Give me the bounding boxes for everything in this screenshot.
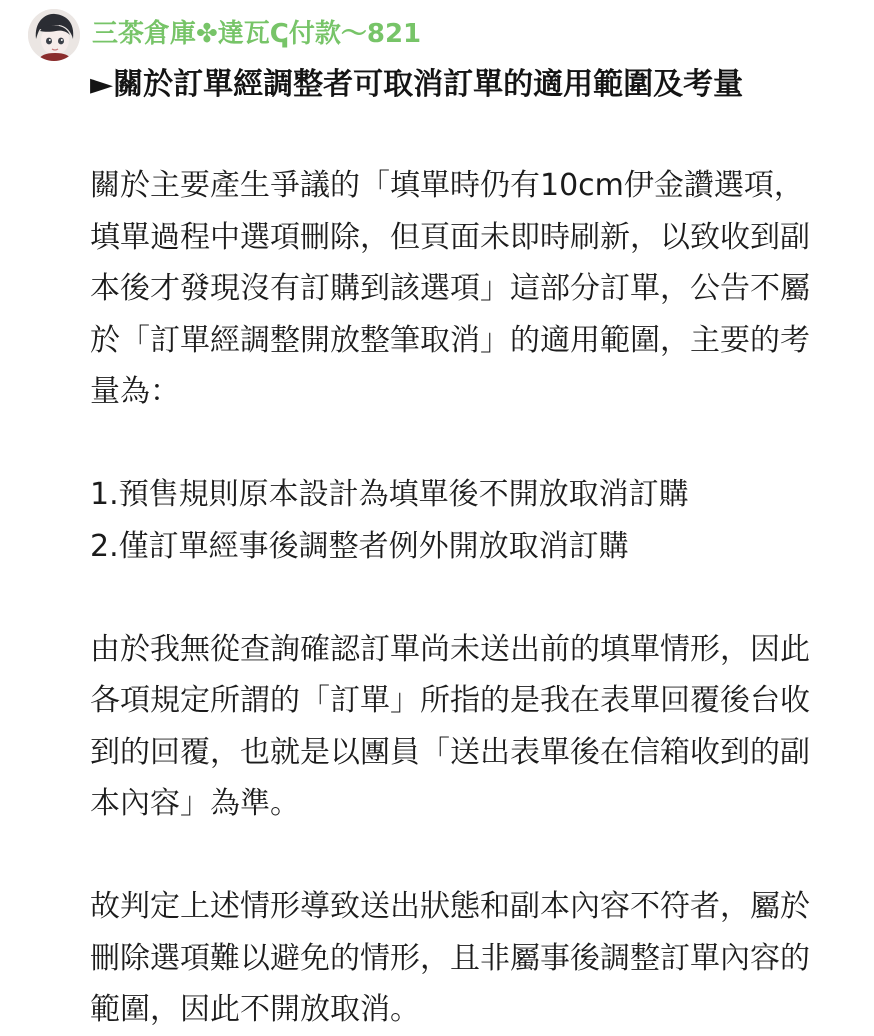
post-title: ►關於訂單經調整者可取消訂單的適用範圍及考量 bbox=[90, 67, 744, 102]
text-line: 到的回覆，也就是以團員「送出表單後在信箱收到的副 bbox=[90, 734, 810, 770]
paragraph bbox=[90, 881, 850, 1036]
list-item: 2.僅訂單經事後調整者例外開放取消訂購 bbox=[90, 528, 629, 564]
text-line: 各項規定所謂的「訂單」所指的是我在表單回覆後台收 bbox=[90, 683, 810, 718]
text-line: 本後才發現沒有訂購到該選項」這部分訂單，公告不屬 bbox=[90, 271, 810, 306]
author-name[interactable]: 三茶倉庫✤達瓦ↅ付款～821 bbox=[92, 19, 422, 49]
paragraph bbox=[90, 624, 850, 830]
text-line: 關於主要產生爭議的「填單時仍有10cm伊金讚選項， bbox=[90, 168, 804, 203]
text-line: 量為： bbox=[90, 374, 180, 409]
post-body bbox=[90, 160, 850, 1036]
text-line: 由於我無從查詢確認訂單尚未送出前的填單情形，因此 bbox=[90, 631, 810, 667]
paragraph-spacer bbox=[90, 830, 850, 882]
paragraph bbox=[90, 469, 850, 572]
text-line: 故判定上述情形導致送出狀態和副本內容不符者，屬於 bbox=[90, 889, 810, 924]
paragraph-spacer bbox=[90, 418, 850, 470]
text-line: 刪除選項難以避免的情形，且非屬事後調整訂單內容的 bbox=[90, 940, 810, 976]
paragraph-spacer bbox=[90, 572, 850, 624]
paragraph bbox=[90, 160, 850, 418]
text-line: 本內容」為準。 bbox=[90, 786, 300, 821]
text-line: 範圍，因此不開放取消。 bbox=[90, 992, 420, 1027]
list-item: 1.預售規則原本設計為填單後不開放取消訂購 bbox=[90, 477, 689, 512]
avatar[interactable] bbox=[28, 9, 80, 61]
text-line: 於「訂單經調整開放整筆取消」的適用範圍，主要的考 bbox=[90, 322, 810, 358]
text-line: 填單過程中選項刪除，但頁面未即時刷新，以致收到副 bbox=[90, 219, 810, 255]
avatar-image bbox=[28, 9, 80, 61]
